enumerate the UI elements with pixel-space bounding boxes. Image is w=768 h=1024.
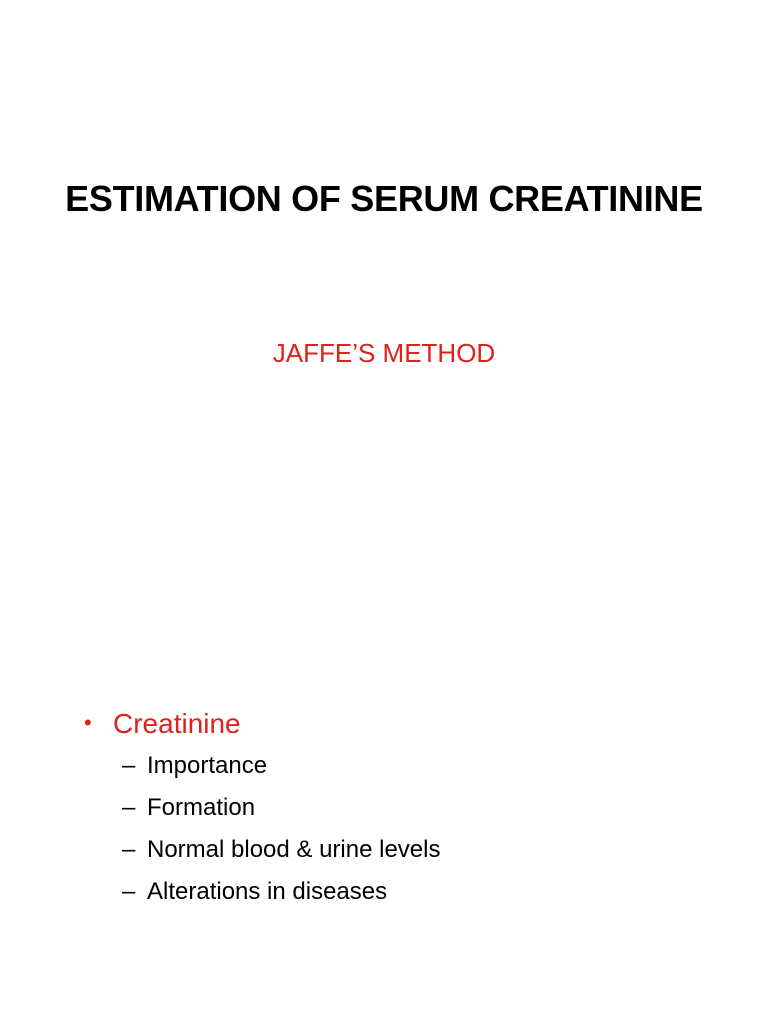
sub-bullet-normal-levels [122,836,724,878]
dash-marker: – [122,836,136,863]
slide-title: ESTIMATION OF SERUM CREATININE [65,178,703,219]
bullet-marker: • [84,710,92,735]
bullet-list [84,708,724,920]
sub-bullet-label: Alterations in diseases [147,878,388,905]
dash-marker: – [122,794,136,821]
bullet-item-creatinine [84,708,724,752]
bullet-label: Creatinine [113,708,241,739]
sub-bullet-alterations [122,878,724,920]
sub-bullet-formation [122,794,724,836]
sub-bullet-list [122,752,724,920]
sub-bullet-label: Importance [147,752,268,779]
dash-marker: – [122,752,136,779]
slide-subtitle: JAFFE’S METHOD [272,338,496,368]
sub-bullet-importance [122,752,724,794]
sub-bullet-label: Formation [147,794,256,821]
sub-bullet-label: Normal blood & urine levels [147,836,441,863]
dash-marker: – [122,878,136,905]
